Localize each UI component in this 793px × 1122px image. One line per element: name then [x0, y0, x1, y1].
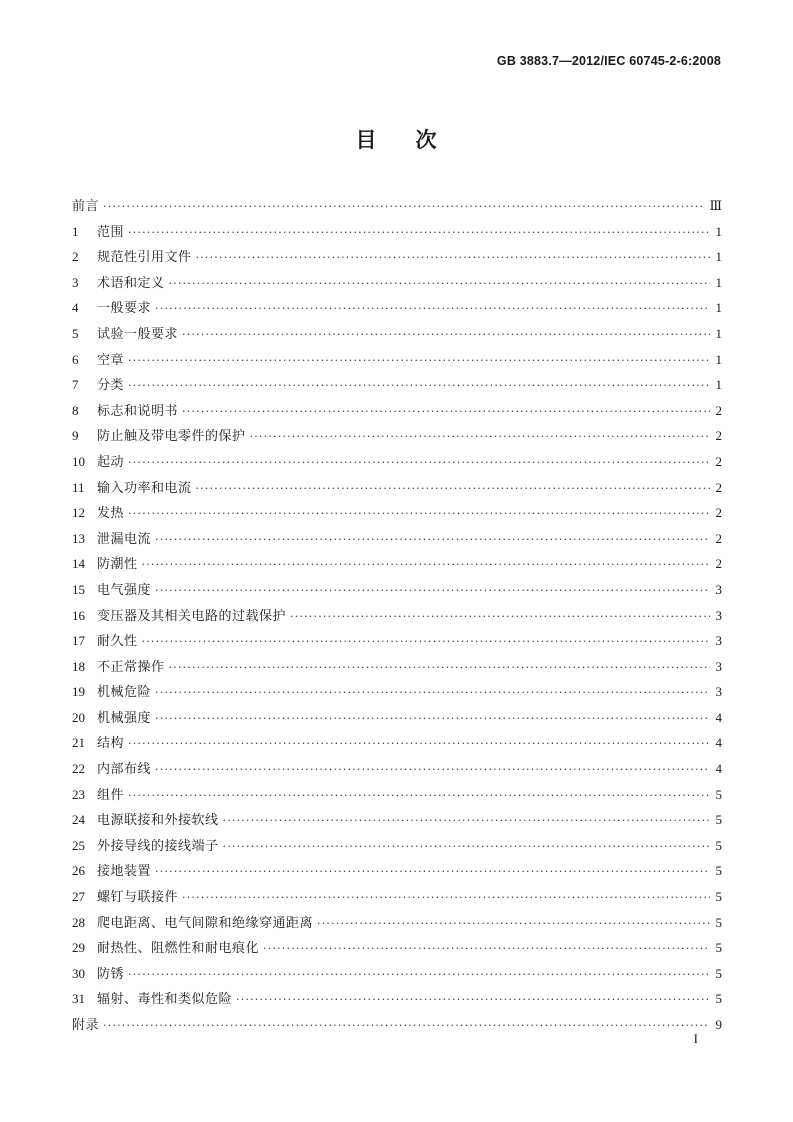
toc-entry[interactable]: [72, 628, 722, 654]
toc-leader-dots: [182, 322, 710, 348]
toc-leader-dots: [128, 783, 710, 809]
toc-entry-label: 空章: [97, 352, 125, 368]
toc-entry-number: 23: [72, 786, 85, 802]
toc-leader-dots: [155, 296, 710, 322]
toc-entry-label: 分类: [97, 378, 125, 394]
toc-entry-label: 范围: [97, 224, 125, 240]
toc-entry[interactable]: [72, 193, 722, 219]
toc-entry-number: 12: [72, 505, 85, 521]
toc-entry[interactable]: [72, 858, 722, 884]
toc-entry[interactable]: [72, 295, 722, 321]
toc-entry[interactable]: [72, 372, 722, 398]
toc-entry-number: 14: [72, 556, 85, 572]
toc-leader-dots: [103, 194, 705, 220]
toc-entry-page: 3: [715, 581, 722, 597]
toc-entry[interactable]: [72, 986, 722, 1012]
toc-leader-dots: [250, 424, 710, 450]
toc-leader-dots: [155, 859, 710, 885]
page-title-char-2: 次: [415, 128, 438, 152]
toc-entry-page: 5: [715, 812, 722, 828]
toc-leader-dots: [169, 655, 710, 681]
toc-entry[interactable]: [72, 654, 722, 680]
toc-entry-number: 27: [72, 889, 85, 905]
toc-leader-dots: [128, 450, 710, 476]
toc-entry[interactable]: [72, 244, 722, 270]
toc-entry-page: 3: [715, 633, 722, 649]
toc-entry-page: 3: [715, 607, 722, 623]
toc-entry-label: 防锈: [97, 966, 125, 982]
toc-entry-number: 7: [72, 377, 79, 393]
toc-entry[interactable]: [72, 833, 722, 859]
toc-entry-page: 1: [715, 249, 722, 265]
toc-entry-page: 1: [715, 300, 722, 316]
toc-entry-label: 结构: [97, 736, 125, 752]
toc-entry-number: 21: [72, 735, 85, 751]
toc-entry-label: 不正常操作: [97, 659, 165, 675]
page-title: [0, 124, 793, 154]
toc-leader-dots: [196, 476, 710, 502]
toc-entry-label: 耐热性、阻燃性和耐电痕化: [97, 941, 260, 957]
toc-entry-label: 发热: [97, 506, 125, 522]
toc-entry[interactable]: [72, 449, 722, 475]
toc-entry-page: 3: [715, 658, 722, 674]
toc-entry-number: 15: [72, 581, 85, 597]
toc-leader-dots: [182, 399, 710, 425]
toc-entry-page: 1: [715, 351, 722, 367]
toc-entry[interactable]: [72, 500, 722, 526]
toc-entry-page: 4: [715, 761, 722, 777]
toc-entry-page: 2: [715, 402, 722, 418]
toc-leader-dots: [223, 834, 710, 860]
toc-leader-dots: [155, 757, 710, 783]
toc-entry-number: 31: [72, 991, 85, 1007]
toc-entry-number: 2: [72, 249, 79, 265]
toc-leader-dots: [142, 552, 710, 578]
standard-code: GB 3883.7—2012/IEC 60745-2-6:2008: [496, 54, 721, 68]
toc-entry-page: 4: [715, 735, 722, 751]
toc-entry[interactable]: [72, 910, 722, 936]
toc-entry[interactable]: [72, 935, 722, 961]
toc-entry-label: 电气强度: [97, 582, 152, 598]
toc-entry-label: 附录: [72, 1018, 100, 1033]
toc-entry[interactable]: [72, 398, 722, 424]
toc-entry[interactable]: [72, 219, 722, 245]
toc-leader-dots: [155, 706, 710, 732]
toc-leader-dots: [290, 604, 710, 630]
toc-entry-page: 2: [715, 479, 722, 495]
toc-entry-page: 5: [715, 786, 722, 802]
toc-entry-page: Ⅲ: [709, 198, 722, 213]
toc-entry-page: 2: [715, 453, 722, 469]
toc-entry[interactable]: [72, 782, 722, 808]
toc-leader-dots: [128, 373, 710, 399]
page-title-char-1: 目: [355, 128, 378, 152]
toc-entry-label: 起动: [97, 454, 125, 470]
toc-entry-page: 2: [715, 428, 722, 444]
toc-entry[interactable]: [72, 551, 722, 577]
toc-entry-number: 8: [72, 402, 79, 418]
toc-leader-dots: [223, 808, 710, 834]
toc-entry[interactable]: [72, 1012, 722, 1038]
toc-entry[interactable]: [72, 679, 722, 705]
toc-entry-number: 30: [72, 965, 85, 981]
toc-entry-page: 1: [715, 325, 722, 341]
toc-entry-number: 5: [72, 325, 79, 341]
toc-entry-number: 18: [72, 658, 85, 674]
toc-leader-dots: [169, 271, 710, 297]
toc-entry-page: 1: [715, 223, 722, 239]
toc-entry-page: 5: [715, 863, 722, 879]
toc-entry-number: 13: [72, 530, 85, 546]
toc-entry-page: 4: [715, 709, 722, 725]
toc-entry-page: 9: [715, 1017, 722, 1032]
toc-entry-label: 组件: [97, 787, 125, 803]
toc-entry-number: 1: [72, 223, 79, 239]
toc-entry-number: 29: [72, 940, 85, 956]
toc-entry[interactable]: [72, 347, 722, 373]
toc-entry-page: 5: [715, 991, 722, 1007]
toc-entry-page: 5: [715, 837, 722, 853]
toc-entry-label: 防止触及带电零件的保护: [97, 429, 246, 445]
toc-leader-dots: [128, 731, 710, 757]
toc-entry-label: 耐久性: [97, 634, 138, 650]
toc-entry-number: 19: [72, 684, 85, 700]
toc-entry-number: 10: [72, 453, 85, 469]
page-number: I: [693, 1031, 698, 1046]
toc-entry-number: 3: [72, 274, 79, 290]
toc-entry-number: 28: [72, 914, 85, 930]
toc-entry-label: 泄漏电流: [97, 531, 152, 547]
toc-entry-label: 变压器及其相关电路的过载保护: [97, 608, 287, 624]
toc-leader-dots: [155, 527, 710, 553]
toc-entry-number: 4: [72, 300, 79, 316]
toc-entry-page: 2: [715, 556, 722, 572]
toc-entry-number: 24: [72, 812, 85, 828]
toc-entry-number: 11: [72, 479, 85, 495]
toc-entry[interactable]: [72, 321, 722, 347]
toc-entry[interactable]: [72, 961, 722, 987]
toc-entry-label: 术语和定义: [97, 275, 165, 291]
toc-entry-label: 规范性引用文件: [97, 250, 192, 266]
toc-entry-label: 试验一般要求: [97, 326, 179, 342]
toc-entry-number: 9: [72, 428, 79, 444]
toc-entry-label: 接地装置: [97, 864, 152, 880]
toc-entry[interactable]: [72, 884, 722, 910]
toc-entry-label: 爬电距离、电气间隙和绝缘穿通距离: [97, 915, 314, 931]
toc-entry-number: 25: [72, 837, 85, 853]
toc-leader-dots: [317, 911, 710, 937]
toc-entry-page: 5: [715, 889, 722, 905]
toc-entry-number: 22: [72, 761, 85, 777]
toc-entry-label: 输入功率和电流: [97, 480, 192, 496]
toc-leader-dots: [128, 220, 710, 246]
toc-entry-label: 电源联接和外接软线: [97, 813, 219, 829]
toc-entry[interactable]: [72, 603, 722, 629]
toc-entry-page: 5: [715, 914, 722, 930]
toc-entry[interactable]: [72, 577, 722, 603]
toc-leader-dots: [103, 1013, 710, 1039]
toc-leader-dots: [196, 245, 710, 271]
toc-entry-page: 2: [715, 530, 722, 546]
table-of-contents: [72, 193, 722, 1038]
toc-entry-page: 1: [715, 377, 722, 393]
toc-entry-label: 一般要求: [97, 301, 152, 317]
toc-leader-dots: [182, 885, 710, 911]
toc-entry-label: 外接导线的接线端子: [97, 838, 219, 854]
toc-leader-dots: [263, 936, 710, 962]
toc-entry-number: 26: [72, 863, 85, 879]
toc-entry-number: 16: [72, 607, 85, 623]
toc-entry[interactable]: [72, 475, 722, 501]
toc-entry-label: 辐射、毒性和类似危险: [97, 992, 233, 1008]
toc-entry-label: 内部布线: [97, 762, 152, 778]
toc-entry[interactable]: [72, 756, 722, 782]
toc-entry-label: 标志和说明书: [97, 403, 179, 419]
toc-entry-page: 2: [715, 505, 722, 521]
toc-entry[interactable]: [72, 705, 722, 731]
toc-entry-label: 螺钉与联接件: [97, 890, 179, 906]
toc-entry-page: 5: [715, 940, 722, 956]
toc-entry-label: 前言: [72, 199, 100, 214]
toc-entry-label: 防潮性: [97, 557, 138, 573]
toc-entry-label: 机械危险: [97, 685, 152, 701]
toc-entry-page: 1: [715, 274, 722, 290]
toc-entry-number: 20: [72, 709, 85, 725]
toc-entry[interactable]: [72, 526, 722, 552]
toc-entry-number: 17: [72, 633, 85, 649]
toc-leader-dots: [155, 680, 710, 706]
toc-leader-dots: [236, 987, 710, 1013]
toc-entry[interactable]: [72, 270, 722, 296]
toc-entry[interactable]: [72, 423, 722, 449]
toc-entry-number: 6: [72, 351, 79, 367]
toc-leader-dots: [128, 501, 710, 527]
toc-leader-dots: [128, 962, 710, 988]
toc-entry[interactable]: [72, 807, 722, 833]
toc-entry-label: 机械强度: [97, 710, 152, 726]
toc-entry-page: 3: [715, 684, 722, 700]
toc-leader-dots: [128, 348, 710, 374]
toc-entry-page: 5: [715, 965, 722, 981]
toc-leader-dots: [142, 629, 710, 655]
toc-entry[interactable]: [72, 730, 722, 756]
toc-leader-dots: [155, 578, 710, 604]
